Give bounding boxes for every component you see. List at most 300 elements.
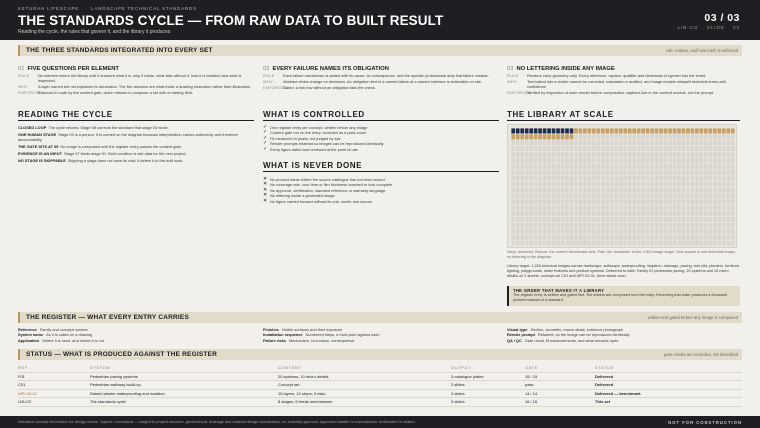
library-cell — [686, 134, 690, 139]
status-table — [18, 364, 742, 407]
standard-row-key: RULE — [18, 73, 30, 78]
library-cell — [520, 187, 524, 192]
table-cell-system: Raised planter waterproofing and isolation — [90, 390, 165, 396]
library-cell — [619, 128, 623, 133]
table-cell-system: The standards cycle — [90, 399, 126, 405]
library-cell — [610, 235, 614, 240]
controlled-heading: WHAT IS CONTROLLED — [263, 110, 499, 121]
library-cell — [601, 134, 605, 139]
library-cell — [717, 164, 721, 169]
library-cell — [691, 193, 695, 198]
library-cell — [709, 217, 713, 222]
library-cell — [579, 158, 583, 163]
library-cell — [646, 235, 650, 240]
library-cell — [516, 199, 520, 204]
library-cell — [677, 164, 681, 169]
library-cell — [592, 140, 596, 145]
standard-row-value: Gated: a risk row without an obligation fails the check. — [283, 84, 376, 90]
library-cell — [632, 146, 636, 151]
library-cell — [717, 229, 721, 234]
library-cell — [686, 140, 690, 145]
library-cell — [713, 182, 717, 187]
library-cell — [713, 235, 717, 240]
library-cell — [686, 170, 690, 175]
library-cell — [520, 217, 524, 222]
library-cell — [601, 211, 605, 216]
library-cell — [534, 134, 538, 139]
library-cell — [601, 176, 605, 181]
library-cell — [668, 199, 672, 204]
library-cell — [722, 187, 726, 192]
library-cell — [637, 158, 641, 163]
library-cell — [574, 241, 578, 246]
library-cell — [597, 164, 601, 169]
library-cell — [655, 187, 659, 192]
library-cell — [565, 170, 569, 175]
library-cell — [597, 146, 601, 151]
standard-row-value: Each failure mechanism is stated with its cause, its consequence, and the specific professional duty that failure creates. — [283, 73, 489, 78]
library-cell — [731, 229, 735, 234]
library-cell — [520, 182, 524, 187]
library-cell — [614, 140, 618, 145]
library-cell — [713, 134, 717, 139]
library-cell — [529, 241, 533, 246]
library-cell — [574, 140, 578, 145]
library-cell — [637, 235, 641, 240]
library-cell — [686, 182, 690, 187]
library-cell — [664, 134, 668, 139]
library-cell — [547, 158, 551, 163]
library-cell — [588, 176, 592, 181]
check-icon: ✓ — [263, 145, 268, 152]
library-cell — [588, 182, 592, 187]
library-cell — [610, 187, 614, 192]
library-cell — [561, 187, 565, 192]
library-cell — [637, 223, 641, 228]
library-cell — [592, 223, 596, 228]
library-cell — [588, 223, 592, 228]
library-cell — [520, 170, 524, 175]
table-cell-content: 20 systems, 10 micro details — [278, 373, 329, 379]
library-cell — [700, 134, 704, 139]
library-cell — [677, 146, 681, 151]
library-cell — [556, 217, 560, 222]
library-cell — [529, 146, 533, 151]
library-cell — [579, 140, 583, 145]
library-cell — [646, 193, 650, 198]
library-cell — [570, 211, 574, 216]
library-cell — [717, 217, 721, 222]
library-cell — [561, 235, 565, 240]
library-cell — [592, 193, 596, 198]
library-cell — [650, 241, 654, 246]
library-cell — [610, 140, 614, 145]
library-cell — [614, 146, 618, 151]
page-indicator — [677, 12, 740, 30]
register-field-value: Family and concept number — [39, 327, 88, 332]
library-cell — [623, 152, 627, 157]
library-cell — [664, 158, 668, 163]
library-cell — [686, 158, 690, 163]
library-cell — [650, 182, 654, 187]
library-cell — [704, 241, 708, 246]
check-icon: ✓ — [263, 129, 268, 136]
library-cell — [605, 229, 609, 234]
library-cell — [597, 193, 601, 198]
library-cell — [623, 241, 627, 246]
library-cell — [511, 164, 515, 169]
library-cell — [722, 229, 726, 234]
library-cell — [534, 241, 538, 246]
library-cell — [520, 241, 524, 246]
library-cell — [516, 205, 520, 210]
library-cell — [525, 164, 529, 169]
library-cell — [619, 217, 623, 222]
library-cell — [547, 211, 551, 216]
library-cell — [592, 235, 596, 240]
library-cell — [686, 193, 690, 198]
standard-row-key: RULE — [507, 73, 519, 78]
library-cell — [628, 134, 632, 139]
library-cell — [673, 170, 677, 175]
library-cell — [525, 128, 529, 133]
library-cell — [659, 193, 663, 198]
library-cell — [556, 199, 560, 204]
library-cell — [561, 217, 565, 222]
library-cell — [623, 182, 627, 187]
library-cell — [619, 134, 623, 139]
library-cell — [646, 128, 650, 133]
library-cell — [529, 223, 533, 228]
library-cell — [691, 152, 695, 157]
library-cell — [619, 140, 623, 145]
library-cell — [641, 187, 645, 192]
library-cell — [588, 193, 592, 198]
library-cell — [731, 134, 735, 139]
library-cell — [726, 193, 730, 198]
library-cell — [605, 235, 609, 240]
library-cell — [574, 199, 578, 204]
library-cell — [641, 229, 645, 234]
library-cell — [614, 193, 618, 198]
library-cell — [588, 235, 592, 240]
library-cell — [534, 182, 538, 187]
library-cell — [552, 128, 556, 133]
standard-title-text: NO LETTERING INSIDE ANY IMAGE — [516, 66, 615, 72]
library-cell — [700, 128, 704, 133]
register-field-key: Render prompt — [507, 332, 535, 338]
library-cell — [659, 187, 663, 192]
library-cell — [673, 158, 677, 163]
library-cell — [529, 205, 533, 210]
library-cell — [552, 193, 556, 198]
library-cell — [579, 211, 583, 216]
library-cell — [709, 235, 713, 240]
library-cell — [637, 134, 641, 139]
library-cell — [534, 187, 538, 192]
library-cell — [520, 223, 524, 228]
table-cell-output: 3 slides — [451, 382, 465, 388]
library-cell — [704, 164, 708, 169]
library-cell — [511, 187, 515, 192]
library-cell — [664, 140, 668, 145]
library-cell — [619, 146, 623, 151]
library-cell — [713, 146, 717, 151]
library-cell — [547, 223, 551, 228]
library-cell — [597, 152, 601, 157]
library-cell — [561, 140, 565, 145]
library-cell — [726, 199, 730, 204]
library-cell — [574, 182, 578, 187]
library-cell — [588, 170, 592, 175]
library-cell — [655, 158, 659, 163]
library-cell — [543, 235, 547, 240]
library-cell — [574, 211, 578, 216]
library-cell — [641, 205, 645, 210]
library-cell — [525, 235, 529, 240]
library-cell — [717, 158, 721, 163]
library-cell — [579, 134, 583, 139]
library-cell — [704, 229, 708, 234]
library-cell — [579, 176, 583, 181]
library-cell — [614, 205, 618, 210]
library-cell — [601, 170, 605, 175]
library-cell — [686, 128, 690, 133]
library-cell — [516, 187, 520, 192]
library-cell — [722, 217, 726, 222]
table-row — [18, 398, 742, 407]
library-cell — [556, 158, 560, 163]
library-cell — [722, 199, 726, 204]
library-cell — [695, 235, 699, 240]
library-cell — [650, 140, 654, 145]
library-cell — [570, 170, 574, 175]
library-cell — [561, 128, 565, 133]
never-item-text: No figure carried forward without its unit, month and source — [270, 198, 372, 204]
library-cell — [646, 134, 650, 139]
library-cell — [632, 235, 636, 240]
register-band-title: THE REGISTER — WHAT EVERY ENTRY CARRIES — [26, 314, 189, 321]
library-cell — [709, 193, 713, 198]
library-cell — [717, 182, 721, 187]
library-cell — [646, 211, 650, 216]
library-cell — [543, 134, 547, 139]
library-cell — [726, 176, 730, 181]
status-band-note: gate results are recorded, not described — [663, 352, 738, 357]
library-cell — [525, 158, 529, 163]
library-cell — [717, 205, 721, 210]
library-cell — [695, 211, 699, 216]
library-cell — [597, 223, 601, 228]
library-cell — [534, 211, 538, 216]
library-cell — [704, 152, 708, 157]
library-cell — [628, 199, 632, 204]
library-cell — [682, 199, 686, 204]
library-cell — [610, 158, 614, 163]
library-cell — [561, 182, 565, 187]
library-cell — [677, 158, 681, 163]
library-cell — [525, 199, 529, 204]
library-cell — [525, 152, 529, 157]
library-cell — [632, 152, 636, 157]
library-cell — [637, 193, 641, 198]
library-cell — [538, 152, 542, 157]
library-cell — [686, 235, 690, 240]
order-callout — [507, 286, 740, 306]
library-cell — [619, 241, 623, 246]
library-cell — [709, 199, 713, 204]
library-cell — [534, 140, 538, 145]
library-cell — [525, 211, 529, 216]
library-cell — [570, 199, 574, 204]
library-cell — [588, 187, 592, 192]
standard-3 — [507, 66, 743, 97]
register-field-value: Retained, so the image can be reproduced identically — [537, 332, 630, 338]
library-cell — [726, 158, 730, 163]
library-cell — [583, 158, 587, 163]
library-cell — [597, 241, 601, 246]
library-cell — [538, 229, 542, 234]
library-cell — [726, 164, 730, 169]
library-cell — [655, 140, 659, 145]
library-cell — [659, 140, 663, 145]
library-cell — [597, 229, 601, 234]
library-cell — [534, 205, 538, 210]
library-cell — [534, 229, 538, 234]
library-cell — [628, 211, 632, 216]
library-cell — [588, 134, 592, 139]
library-cell — [601, 128, 605, 133]
library-cell — [619, 211, 623, 216]
library-cell — [511, 158, 515, 163]
table-cell-ref: F01 — [18, 373, 25, 379]
library-cell — [588, 164, 592, 169]
standard-row-value: Enforced in code by the content gate, which refuses to compose a set with a missing field. — [38, 89, 193, 95]
library-cell — [570, 158, 574, 163]
library-cell — [704, 211, 708, 216]
library-cell — [709, 187, 713, 192]
library-cell — [610, 217, 614, 222]
library-cell — [583, 182, 587, 187]
library-cell — [668, 134, 672, 139]
library-cell — [574, 217, 578, 222]
library-cell — [538, 193, 542, 198]
library-cell — [579, 223, 583, 228]
library-cell — [543, 182, 547, 187]
library-cell — [610, 176, 614, 181]
library-cell — [516, 241, 520, 246]
library-cell — [722, 164, 726, 169]
library-cell — [534, 128, 538, 133]
library-cell — [646, 223, 650, 228]
library-cell — [646, 199, 650, 204]
table-row — [18, 381, 742, 390]
library-cell — [686, 164, 690, 169]
library-cell — [731, 217, 735, 222]
library-cell — [659, 164, 663, 169]
library-cell — [659, 241, 663, 246]
library-cell — [520, 128, 524, 133]
library-cell — [713, 241, 717, 246]
library-cell — [529, 158, 533, 163]
library-cell — [534, 152, 538, 157]
library-cell — [677, 235, 681, 240]
library-cell — [623, 176, 627, 181]
library-cell — [556, 223, 560, 228]
library-cell — [722, 134, 726, 139]
page-header — [0, 0, 760, 40]
library-cell — [673, 235, 677, 240]
library-cell — [641, 176, 645, 181]
library-cell — [726, 182, 730, 187]
library-cell — [637, 199, 641, 204]
library-cell — [547, 241, 551, 246]
library-cell — [695, 229, 699, 234]
library-cell — [547, 193, 551, 198]
library-cell — [520, 152, 524, 157]
library-cell — [561, 211, 565, 216]
library-cell — [579, 229, 583, 234]
standard-row — [507, 80, 743, 90]
library-cell — [650, 193, 654, 198]
library-cell — [713, 164, 717, 169]
library-cell — [682, 205, 686, 210]
register-field — [507, 338, 743, 343]
library-cell — [637, 146, 641, 151]
library-cell — [646, 205, 650, 210]
library-cell — [511, 146, 515, 151]
library-cell — [543, 140, 547, 145]
library-cell — [659, 235, 663, 240]
library-cell — [529, 140, 533, 145]
library-cell — [646, 146, 650, 151]
library-cell — [677, 223, 681, 228]
library-cell — [682, 176, 686, 181]
library-cell — [722, 146, 726, 151]
library-cell — [682, 134, 686, 139]
library-cell — [664, 182, 668, 187]
library-cell — [646, 170, 650, 175]
cross-icon: ✕ — [263, 176, 268, 182]
library-cell — [538, 211, 542, 216]
register-band-note: written and gated before any image is composed — [647, 315, 738, 320]
library-cell — [574, 235, 578, 240]
library-cell — [659, 170, 663, 175]
library-cell — [583, 223, 587, 228]
library-cell — [520, 211, 524, 216]
library-cell — [704, 199, 708, 204]
library-cell — [570, 134, 574, 139]
library-cell — [691, 164, 695, 169]
library-cell — [722, 235, 726, 240]
table-cell-output: 3 slides — [451, 399, 465, 405]
library-cell — [547, 217, 551, 222]
library-cell — [601, 158, 605, 163]
library-cell — [547, 205, 551, 210]
library-cell — [628, 223, 632, 228]
library-cell — [704, 176, 708, 181]
library-cell — [579, 187, 583, 192]
library-cell — [614, 223, 618, 228]
library-cell — [686, 211, 690, 216]
library-cell — [570, 176, 574, 181]
library-cell — [556, 229, 560, 234]
library-cell — [534, 170, 538, 175]
library-cell — [682, 152, 686, 157]
table-header-cell: SYSTEM — [90, 365, 111, 371]
library-cell — [610, 223, 614, 228]
library-cell — [538, 176, 542, 181]
